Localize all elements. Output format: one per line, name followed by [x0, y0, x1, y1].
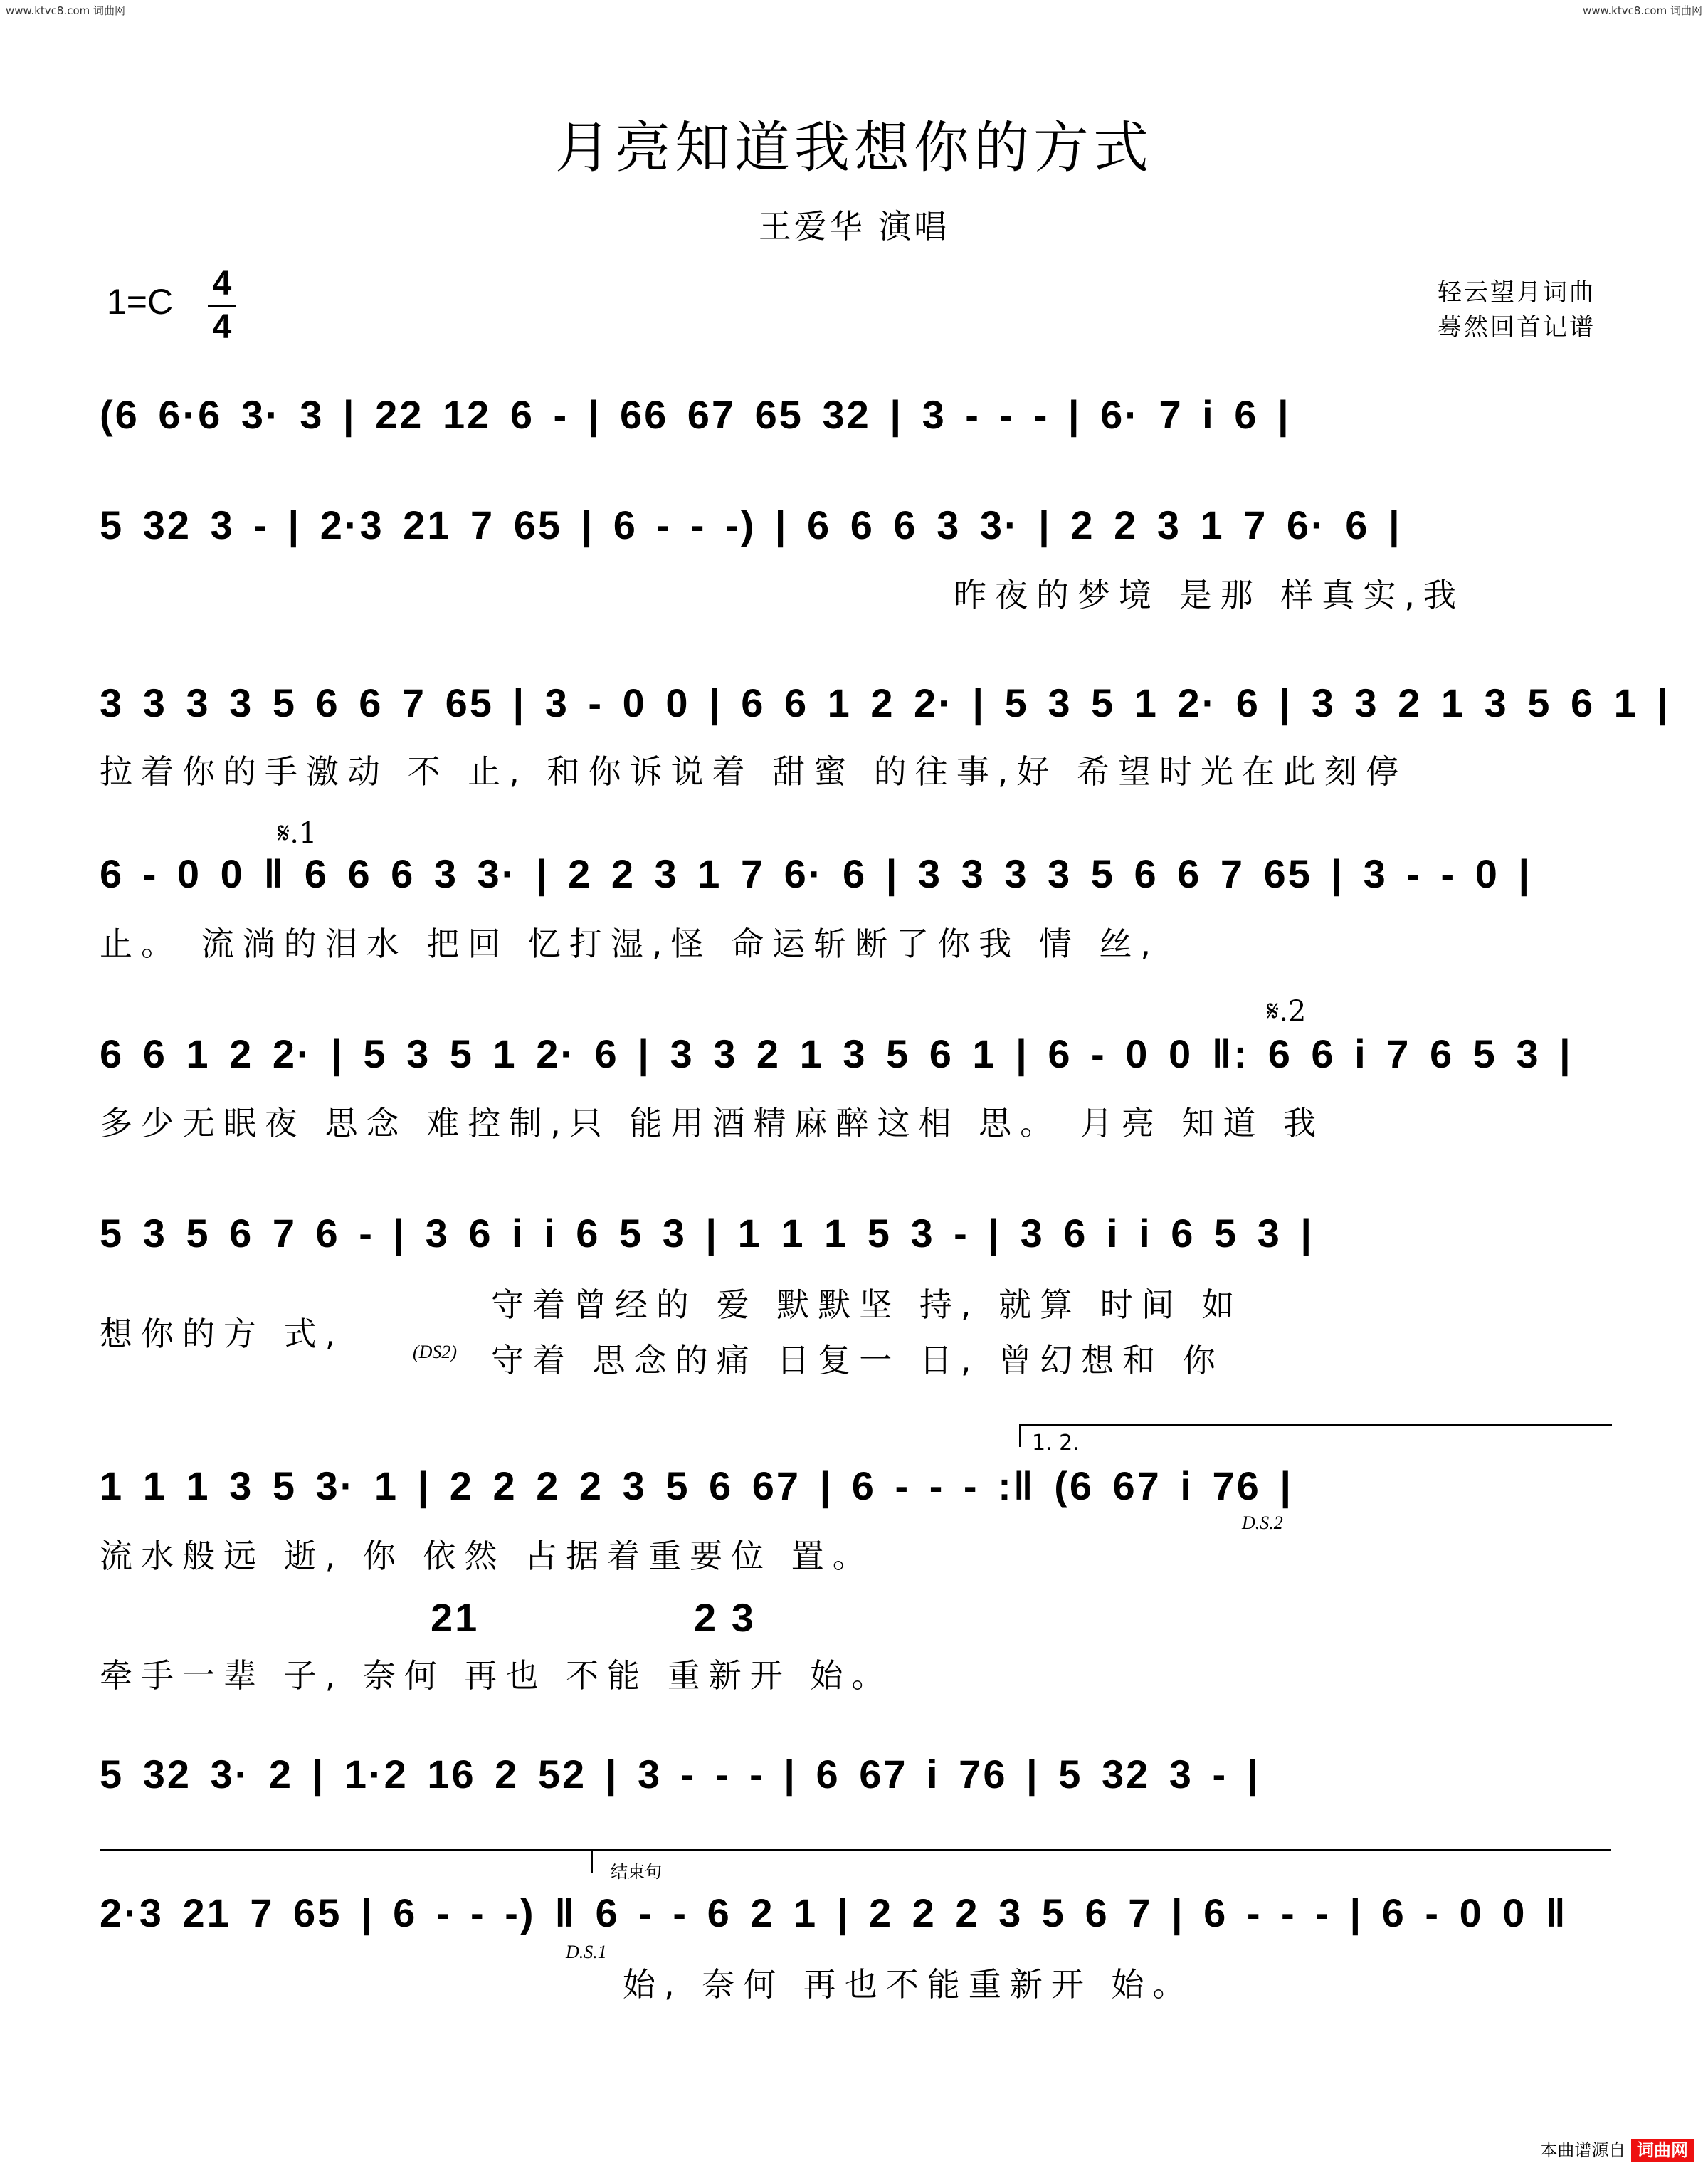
time-signature [208, 263, 236, 348]
credit-transcriber: 蓦然回首记谱 [1438, 313, 1596, 342]
staff-line-9: 2·3 21 7 65 | 6 - - -) ‖ 6 - - 6 2 1 | 2 2 2 3 5 6 7 | 6 - - - | 6 - 0 0 ‖ [100, 1890, 1568, 1935]
verse-1-lyrics: 守着曾经的 爱 默默坚 持, 就算 时间 如 [491, 1285, 1243, 1324]
segno-2-mark: 𝄋.2 [1267, 995, 1307, 1028]
alt-lyrics-line: 牵手一辈 子, 奈何 再也 不能 重新开 始。 [100, 1656, 893, 1695]
ds2-label: (DS2) [413, 1342, 458, 1362]
header-url-right: www.ktvc8.com 词曲网 [1582, 4, 1702, 17]
staff-line-8: 5 32 3· 2 | 1·2 16 2 52 | 3 - - - | 6 67 i 76 | 5 32 3 - | [100, 1752, 1260, 1796]
lyrics-line-5: 多少无眠夜 思念 难控制,只 能用酒精麻醉这相 思。 月亮 知道 我 [100, 1104, 1324, 1142]
staff-line-6: 5 3 5 6 7 6 - | 3 6 i i 6 5 3 | 1 1 1 5 3 - | 3 6 i i 6 5 3 | [100, 1211, 1314, 1256]
ending-label: 1. 2. [1032, 1431, 1080, 1456]
staff-line-2: 5 32 3 - | 2·3 21 7 65 | 6 - - -) | 6 6 6 3 3· | 2 2 3 1 7 6· 6 | [100, 502, 1402, 547]
key-signature: 1=C [107, 282, 174, 322]
footer-brand-tag: 词曲网 [1631, 2139, 1694, 2162]
lyrics-line-7: 流水般远 逝, 你 依然 占据着重要位 置。 [100, 1537, 874, 1575]
lyrics-line-4: 止。 流淌的泪水 把回 忆打湿,怪 命运斩断了你我 情 丝, [100, 925, 1159, 963]
lyrics-line-3: 拉着你的手激动 不 止, 和你诉说着 甜蜜 的往事,好 希望时光在此刻停 [100, 752, 1407, 791]
coda-text: 结束句 [611, 1862, 662, 1882]
credit-composer: 轻云望月词曲 [1438, 278, 1596, 307]
song-title: 月亮知道我想你的方式 [554, 116, 1153, 180]
footer-brand [1540, 2136, 1694, 2161]
ds2-mark: D.S.2 [1242, 1512, 1283, 1533]
time-sig-bottom: 4 [212, 308, 232, 346]
header-url-left: www.ktvc8.com 词曲网 [6, 4, 126, 17]
time-sig-bar [208, 305, 236, 307]
footer-text: 本曲谱源自 [1540, 2140, 1626, 2160]
staff-line-1: (6 6·6 3· 3 | 22 12 6 - | 66 67 65 32 | 3 - - - | 6· 7 i 6 | [100, 392, 1291, 437]
staff-line-7: 1 1 1 3 5 3· 1 | 2 2 2 2 3 5 6 67 | 6 - - - :‖ (6 67 i 76 | [100, 1463, 1294, 1508]
alt-note-b: 2 3 [694, 1595, 756, 1640]
phrase-bracket-right [591, 1849, 1611, 1873]
time-sig-top: 4 [212, 265, 232, 302]
lyrics-line-9: 始, 奈何 再也不能重新开 始。 [623, 1965, 1194, 2004]
ds1-mark: D.S.1 [566, 1942, 607, 1962]
segno-1-mark: 𝄋.1 [278, 817, 317, 850]
phrase-bracket-left [100, 1849, 591, 1873]
lyrics-line-2: 昨夜的梦境 是那 样真实,我 [954, 576, 1465, 614]
staff-line-5: 6 6 1 2 2· | 5 3 5 1 2· 6 | 3 3 2 1 3 5 6 1 | 6 - 0 0 ‖: 6 6 i 7 6 5 3 | [100, 1031, 1573, 1076]
staff-line-4: 6 - 0 0 ‖ 6 6 6 3 3· | 2 2 3 1 7 6· 6 | 3 3 3 3 5 6 6 7 65 | 3 - - 0 | [100, 851, 1532, 896]
alt-note-a: 21 [431, 1595, 480, 1640]
verse-2-lyrics: 守着 思念的痛 日复一 日, 曾幻想和 你 [491, 1341, 1224, 1379]
volta-bracket [1019, 1424, 1612, 1447]
singer-line: 王爱华 演唱 [758, 207, 950, 246]
lyrics-line-6: 想你的方 式, [100, 1315, 344, 1353]
staff-line-3: 3 3 3 3 5 6 6 7 65 | 3 - 0 0 | 6 6 1 2 2· | 5 3 5 1 2· 6 | 3 3 2 1 3 5 6 1 | [100, 680, 1671, 725]
